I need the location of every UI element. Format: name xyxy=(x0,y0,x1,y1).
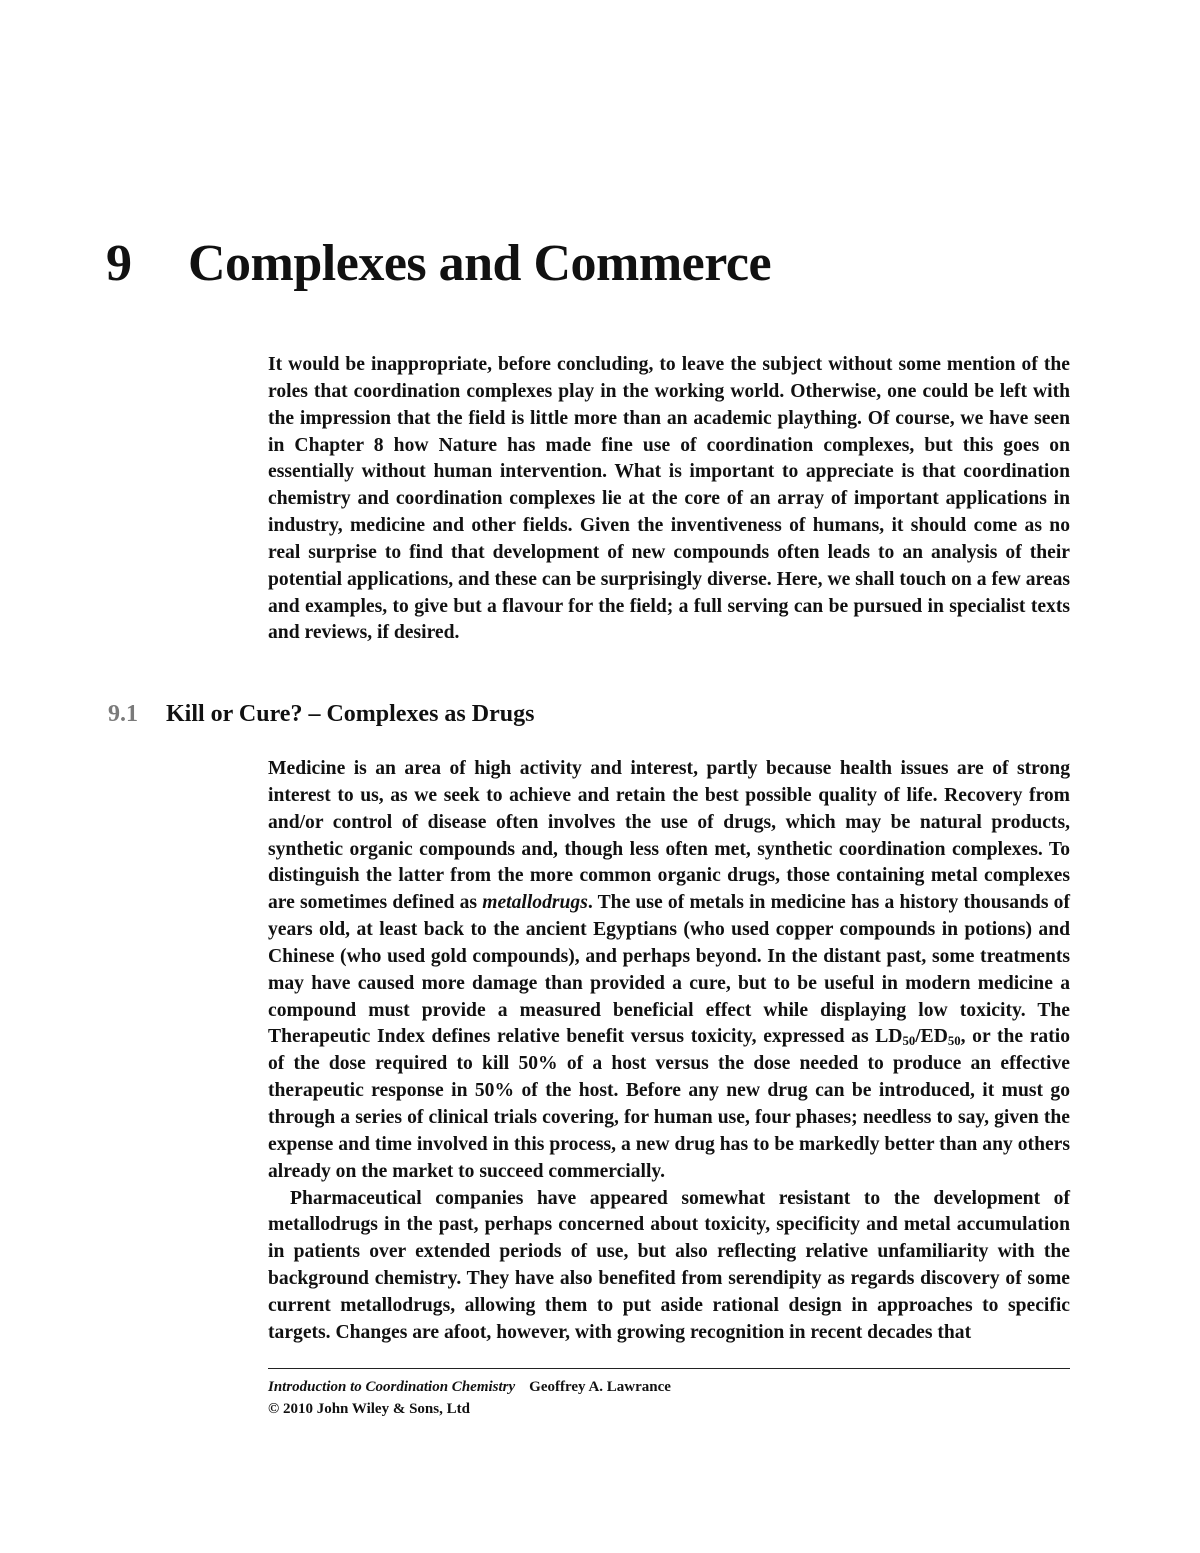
book-author: Geoffrey A. Lawrance xyxy=(529,1379,671,1395)
copyright-line: © 2010 John Wiley & Sons, Ltd xyxy=(268,1401,470,1417)
chapter-heading xyxy=(106,228,771,300)
ed50-subscript: 50 xyxy=(947,1034,961,1049)
section-title: Kill or Cure? – Complexes as Drugs xyxy=(166,701,535,727)
ld50-subscript: 50 xyxy=(902,1034,916,1049)
footer-divider xyxy=(268,1368,1070,1369)
paragraph-text: . The use of metals in medicine has a history thousands of years old, at least back to the ancient Egyptians (who used copper compounds in potions) and Chinese (who used gold compounds), and perhaps beyond. In the distant past, some treatments may have caused more damage than provided a cure, but to be useful in modern medicine a compound must provide a measured beneficial effect while displaying low toxicity. The Therapeutic Index defines relative benefit versus toxicity, expressed as LD xyxy=(268,892,1070,1048)
metallodrugs-term: metallodrugs xyxy=(482,892,588,914)
section-number: 9.1 xyxy=(108,701,138,727)
intro-paragraph: It would be inappropriate, before concluding, to leave the subject without some mention of the roles that coordination complexes play in the working world. Otherwise, one could be left with the impression that the field is little more than an academic plaything. Of course, we have seen in Chapter 8 how Nature has made fine use of coordination complexes, but this goes on essentially without human intervention. What is important to appreciate is that coordination chemistry and coordination complexes lie at the core of an array of important applications in industry, medicine and other fields. Given the inventiveness of humans, it should come as no real surprise to find that development of new compounds often leads to an analysis of their potential applications, and these can be surprisingly diverse. Here, we shall touch on a few areas and examples, to give but a flavour for the field; a full serving can be pursued in specialist texts and reviews, if desired. xyxy=(268,354,1070,644)
section-heading xyxy=(108,698,534,730)
paragraph-text: , or the ratio of the dose required to kill 50% of a host versus the dose needed to produce an effective therapeutic response in 50% of the host. Before any new drug can be introduced, it must go through a series of clinical trials covering, for human use, four phases; needless to say, given the expense and time involved in this process, a new drug has to be markedly better than any others already on the market to succeed commercially. xyxy=(268,1026,1070,1182)
footer-citation xyxy=(268,1376,1070,1398)
chapter-number: 9 xyxy=(106,235,132,292)
section-paragraph-2: Pharmaceutical companies have appeared somewhat resistant to the development of metallodrugs in the past, perhaps concerned about toxicity, specificity and metal accumulation in patients over extended periods of use, but also reflecting relative unfamiliarity with the background chemistry. They have also benefited from serendipity as regards discovery of some current metallodrugs, allowing them to put aside rational design in approaches to specific targets. Changes are afoot, however, with growing recognition in recent decades that xyxy=(268,1187,1070,1343)
page-footer xyxy=(268,1376,1070,1420)
book-title: Introduction to Coordination Chemistry xyxy=(268,1379,516,1395)
chapter-title: Complexes and Commerce xyxy=(188,235,772,292)
paragraph-text: Medicine is an area of high activity and interest, partly because health issues are of strong interest to us, as we seek to achieve and retain the best possible quality of life. Recovery from and/or control of disease often involves the use of drugs, which may be natural products, synthetic organic compounds and, though less often met, synthetic coordination complexes. To distinguish the latter from the more common organic drugs, those containing metal complexes are sometimes defined as xyxy=(268,758,1070,914)
paragraph-text: /ED xyxy=(915,1026,948,1048)
section-paragraph-1 xyxy=(268,756,1070,1186)
section-body xyxy=(268,756,1070,1347)
